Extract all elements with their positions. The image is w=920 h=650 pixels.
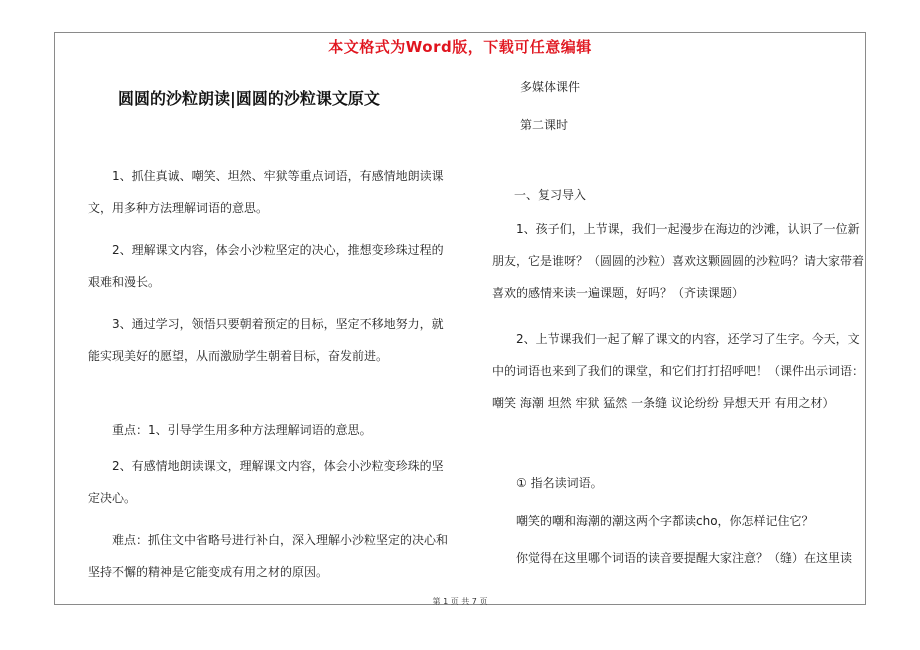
reading-note-paragraph: 你觉得在这里哪个词语的读音要提醒大家注意？（缝）在这里读 bbox=[516, 551, 853, 565]
read-words-paragraph: ① 指名读词语。 bbox=[516, 476, 603, 490]
section-heading: 一、复习导入 bbox=[514, 188, 587, 202]
document-title: 圆圆的沙粒朗读|圆圆的沙粒课文原文 bbox=[118, 89, 380, 108]
goal-paragraph-3: 3、通过学习，领悟只要朝着预定的目标，坚定不移地努力，就能实现美好的愿望，从而激励学生朝着目标，奋发前进。 bbox=[88, 317, 444, 363]
review-paragraph-1: 1、孩子们，上节课，我们一起漫步在海边的沙滩，认识了一位新朋友，它是谁呀？（圆圆的沙粒）喜欢这颗圆圆的沙粒吗？请大家带着喜欢的感情来读一遍课题，好吗？（齐读课题） bbox=[492, 222, 865, 300]
word-format-banner: 本文格式为Word版，下载可任意编辑 bbox=[328, 38, 592, 56]
difficulty-paragraph: 难点：抓住文中省略号进行补白，深入理解小沙粒坚定的决心和坚持不懈的精神是它能变成有用之材的原因。 bbox=[88, 533, 449, 579]
pronunciation-paragraph: 嘲笑的嘲和海潮的潮这两个字都读cho，你怎样记住它？ bbox=[516, 514, 814, 528]
review-paragraph-2: 2、上节课我们一起了解了课文的内容，还学习了生字。今天，文中的词语也来到了我们的课堂，和它们打打招呼吧！（课件出示词语：嘲笑 海潮 坦然 牢狱 猛然 一条缝 议论纷纷 异想天开 有用之材） bbox=[492, 332, 865, 410]
goal-paragraph-2: 2、理解课文内容，体会小沙粒坚定的决心，推想变珍珠过程的艰难和漫长。 bbox=[88, 243, 444, 289]
goal-paragraph-1: 1、抓住真诚、嘲笑、坦然、牢狱等重点词语，有感情地朗读课文，用多种方法理解词语的意思。 bbox=[88, 169, 444, 215]
key-point-paragraph-2: 2、有感情地朗读课文，理解课文内容，体会小沙粒变珍珠的坚定决心。 bbox=[88, 459, 444, 505]
page-number-footer: 第 1 页 共 7 页 bbox=[432, 597, 488, 606]
media-label: 多媒体课件 bbox=[520, 80, 581, 94]
lesson-label: 第二课时 bbox=[520, 118, 569, 132]
key-point-paragraph-1: 重点：1、引导学生用多种方法理解词语的意思。 bbox=[112, 423, 372, 437]
